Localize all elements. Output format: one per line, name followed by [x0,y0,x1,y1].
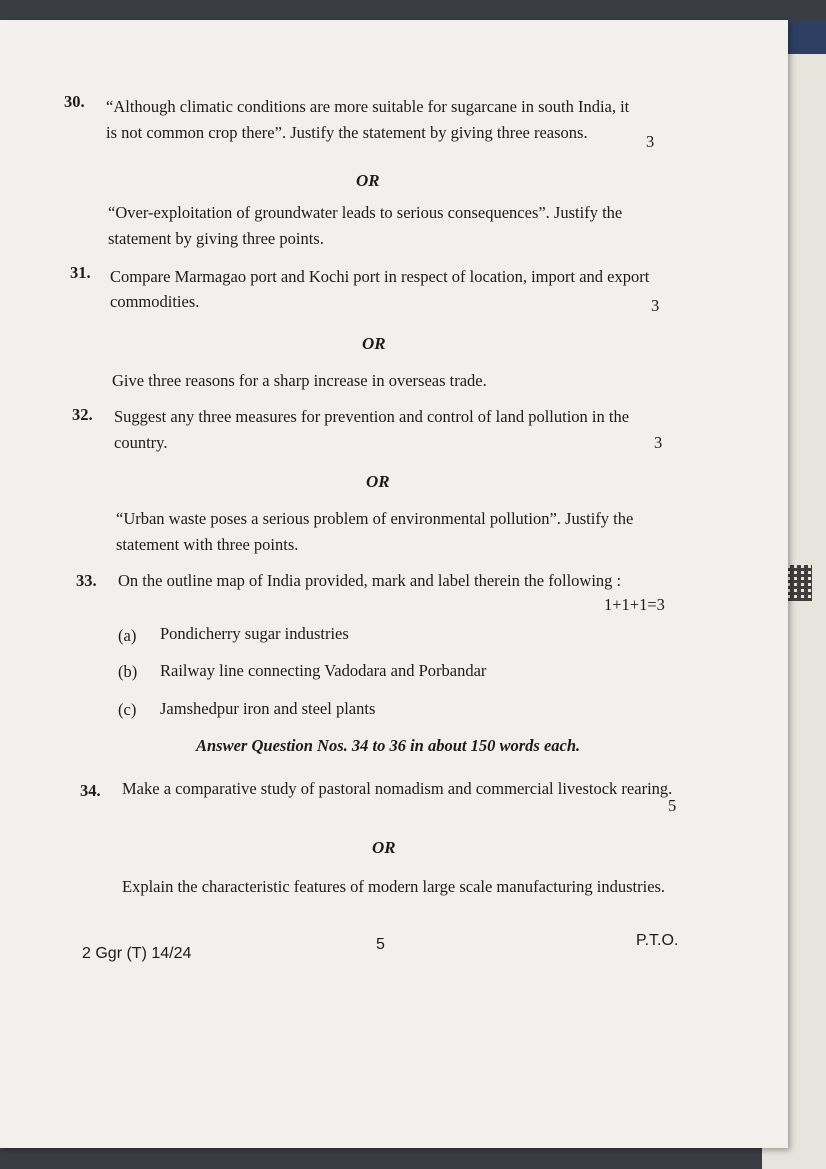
question-alt-text: Explain the characteristic features of modern large scale manufacturing industries. [122,877,666,896]
question-alt-text: “Over-exploitation of groundwater leads to serious consequences”. Justify the [108,203,623,222]
question-alt-text: statement with three points. [116,535,299,554]
or-label: OR [366,472,390,491]
sub-item-label: (b) [118,662,138,681]
question-text: Compare Marmagao port and Kochi port in respect of location, import and export [110,267,650,286]
or-label: OR [372,838,396,857]
sub-item-label: (c) [118,700,137,719]
question-number: 32. [72,405,93,424]
question-text: commodities. [110,292,200,311]
marks: 3 [651,296,660,315]
question-number: 34. [80,781,101,800]
section-instruction: Answer Question Nos. 34 to 36 in about 150 words each. [196,736,581,755]
sub-item-text: Railway line connecting Vadodara and Porbandar [160,661,487,680]
sub-item-text: Pondicherry sugar industries [160,624,349,643]
or-label: OR [356,171,380,190]
question-text: country. [114,433,168,452]
question-alt-text: Give three reasons for a sharp increase in overseas trade. [112,371,487,390]
sub-item-text: Jamshedpur iron and steel plants [160,699,376,718]
question-number: 30. [64,92,85,111]
pto-label: P.T.O. [636,932,679,949]
sub-item-label: (a) [118,626,137,645]
marks: 1+1+1=3 [604,595,665,614]
marks: 3 [646,132,655,151]
question-number: 31. [70,263,91,282]
paper-code: 2 Ggr (T) 14/24 [82,945,192,962]
marks: 5 [668,796,677,815]
question-text: Suggest any three measures for prevention and control of land pollution in the [114,407,630,426]
question-alt-text: statement by giving three points. [108,229,324,248]
question-text: Make a comparative study of pastoral nomadism and commercial livestock rearing. [122,779,673,798]
question-number: 33. [76,571,97,590]
question-alt-text: “Urban waste poses a serious problem of environmental pollution”. Justify the [116,509,634,528]
question-text: is not common crop there”. Justify the statement by giving three reasons. [106,123,588,142]
marks: 3 [654,433,663,452]
question-text: On the outline map of India provided, mark and label therein the following : [118,571,622,590]
question-text: “Although climatic conditions are more suitable for sugarcane in south India, it [106,97,630,116]
page-number: 5 [376,936,385,953]
or-label: OR [362,334,386,353]
